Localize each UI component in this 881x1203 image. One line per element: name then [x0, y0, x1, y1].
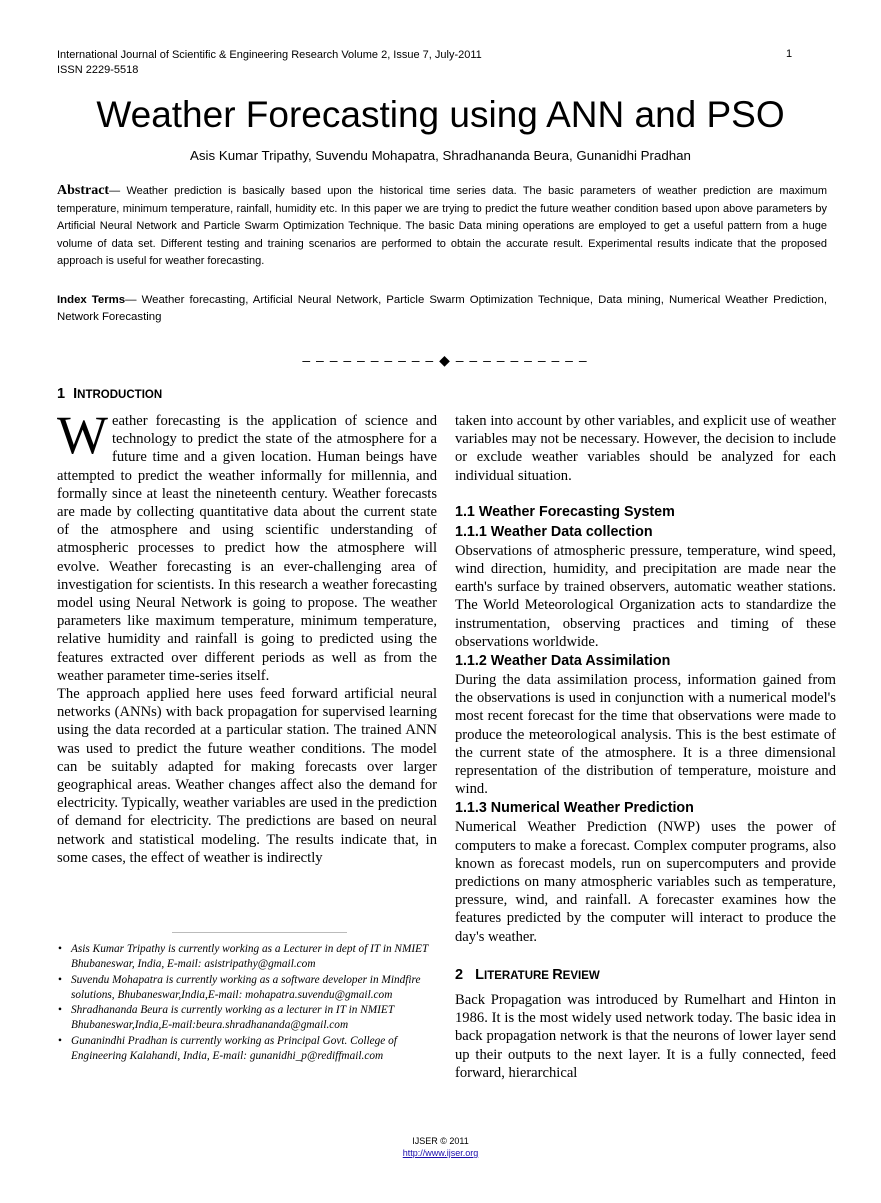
subsection-heading-1-1-2: 1.1.2 Weather Data Assimilation	[455, 653, 671, 670]
nwp-paragraph: Numerical Weather Prediction (NWP) uses the power of computers to make a forecast. Complex computer programs, also known as forecast models, run on supercomputers and provide predictions on many atmospheric variables such as temperature, pressure, wind, and rainfall. A forecaster examines how the features predicted by the computer will interact to produce the day's weather.	[455, 819, 836, 945]
data-collection-paragraph: Observations of atmospheric pressure, temperature, wind speed, wind direction, humidity, and precipitation are made near the earth's surface by trained observers, automatic weather stations. The World Meteorological Organization acts to standardize the instrumentation, observing practices and timing of these observations worldwide.	[455, 542, 836, 650]
section-number: 1	[57, 386, 66, 402]
subsection-heading-1-1: 1.1 Weather Forecasting System	[455, 503, 675, 520]
footnote-item: • Shradhananda Beura is currently working as a lecturer in IT in NMIET Bhubaneswar,India,E-mail:beura.shradhananda@gmail.com	[71, 1003, 447, 1034]
copyright: IJSER © 2011	[412, 1136, 469, 1146]
footnote-item: • Asis Kumar Tripathy is currently working as a Lecturer in dept of IT in NMIET Bhubaneswar, India, E-mail: asistripathy@gmail.com	[71, 942, 447, 973]
page-number: 1	[786, 48, 793, 60]
right-column	[455, 412, 836, 1082]
intro-paragraph-1: Weather forecasting is the application of science and technology to predict the state of the atmosphere for a future time and a given location. Human beings have attempted to predict the weather informally for millennia, and formally since at least the nineteenth century. Weather forecasts are made by collecting quantitative data about the current state of the atmosphere and using scientific understanding of atmospheric processes to predict how the atmosphere will evolve. Weather forecasting is an ever-challenging area of investigation for scientists. In this research a weather forecasting model using Neural Network is going to propose. The weather parameters like maximum temperature, minimum temperature, relative humidity and rainfall is going to predicted using the features extracted over different periods as well as from the weather parameter time-series itself.	[57, 405, 437, 684]
section-heading-literature-review: 2 LITERATURE REVIEW	[455, 966, 600, 983]
abstract	[57, 182, 827, 271]
footnote-divider	[172, 932, 347, 933]
abstract-text: Weather prediction is basically based upon the historical time series data. The basic parameters of weather prediction are maximum temperature, minimum temperature, rainfall, humidity etc. In this paper we are trying to predict the future weather condition based upon above parameters by Artificial Neural Network and Particle Swarm Optimization Technique. The basic Data mining operations are employed to get a useful pattern from a huge volume of data set. Different testing and training scenarios are performed to obtain the accurate result. Experimental results indicate that the proposed approach is useful for weather forecasting.	[57, 185, 827, 268]
journal-name: International Journal of Scientific & Engineering Research Volume 2, Issue 7, July-2011	[57, 49, 482, 61]
page-footer	[0, 1135, 881, 1159]
paper-title: Weather Forecasting using ANN and PSO	[96, 94, 785, 135]
author-list: Asis Kumar Tripathy, Suvendu Mohapatra, Shradhananda Beura, Gunanidhi Pradhan	[190, 148, 691, 163]
subsection-heading-1-1-3: 1.1.3 Numerical Weather Prediction	[455, 800, 694, 817]
abstract-label: Abstract	[57, 183, 110, 198]
author-footnotes	[57, 942, 447, 1064]
footnote-item: • Suvendu Mohapatra is currently working as a software developer in Mindfire solutions, Bhubaneswar,India,E-mail: mohapatra.suvendu@gmail.com	[71, 973, 447, 1004]
section-separator: – – – – – – – – – – ◆ – – – – – – – – – –	[302, 352, 588, 368]
issn: ISSN 2229-5518	[57, 64, 139, 76]
running-header	[57, 48, 482, 78]
data-assimilation-paragraph: During the data assimilation process, information gained from the observations is used in conjunction with a numerical model's most recent forecast for the time that observations were made to produce the meteorological analysis. This is the best estimate of the current state of the atmosphere. It is a three dimensional representation of the distribution of temperature, moisture and wind.	[455, 672, 836, 798]
section-heading-introduction: 1 INTRODUCTION	[57, 386, 163, 402]
footnote-item: • Gunanindhi Pradhan is currently working as Principal Govt. College of Engineering Kalahandi, India, E-mail: gunanidhi_p@rediffmail.com	[71, 1034, 447, 1065]
literature-review-paragraph: Back Propagation was introduced by Rumelhart and Hinton in 1986. It is the most widely used network today. The basic idea in back propagation network is that the neurons of lower layer send up their outputs to the next layer. It is a fully connected, feed forward, hierarchical	[455, 992, 836, 1081]
subsection-heading-1-1-1: 1.1.1 Weather Data collection	[455, 523, 653, 540]
left-column	[57, 405, 437, 867]
index-terms-dash: —	[125, 294, 142, 306]
intro-paragraph-2: The approach applied here uses feed forward artificial neural networks (ANNs) with back propagation for supervised learning using the data recorded at a particular station. The trained ANN was used to predict the future weather conditions. The model can be suitably adapted for making forecasts over larger geographical areas. Weather changes affect also the demand for electricity. Typically, weather variables are used in the prediction of demand for electricity. The predictions are based on neural network and statistical modeling. The results indicate that, in some cases, the effect of weather is indirectly	[57, 686, 437, 866]
abstract-dash: —	[109, 185, 127, 197]
index-terms	[57, 292, 827, 326]
index-terms-text: Weather forecasting, Artificial Neural Network, Particle Swarm Optimization Technique, Data mining, Numerical Weather Prediction, Network Forecasting	[57, 294, 827, 323]
intro-paragraph-2-continued: taken into account by other variables, and explicit use of weather variables may not be necessary. However, the decision to include or exclude weather variables should be analyzed for each individual situation.	[455, 413, 836, 484]
index-terms-label: Index Terms	[57, 294, 126, 306]
journal-link[interactable]: http://www.ijser.org	[402, 1148, 479, 1158]
drop-cap: W	[57, 405, 108, 465]
